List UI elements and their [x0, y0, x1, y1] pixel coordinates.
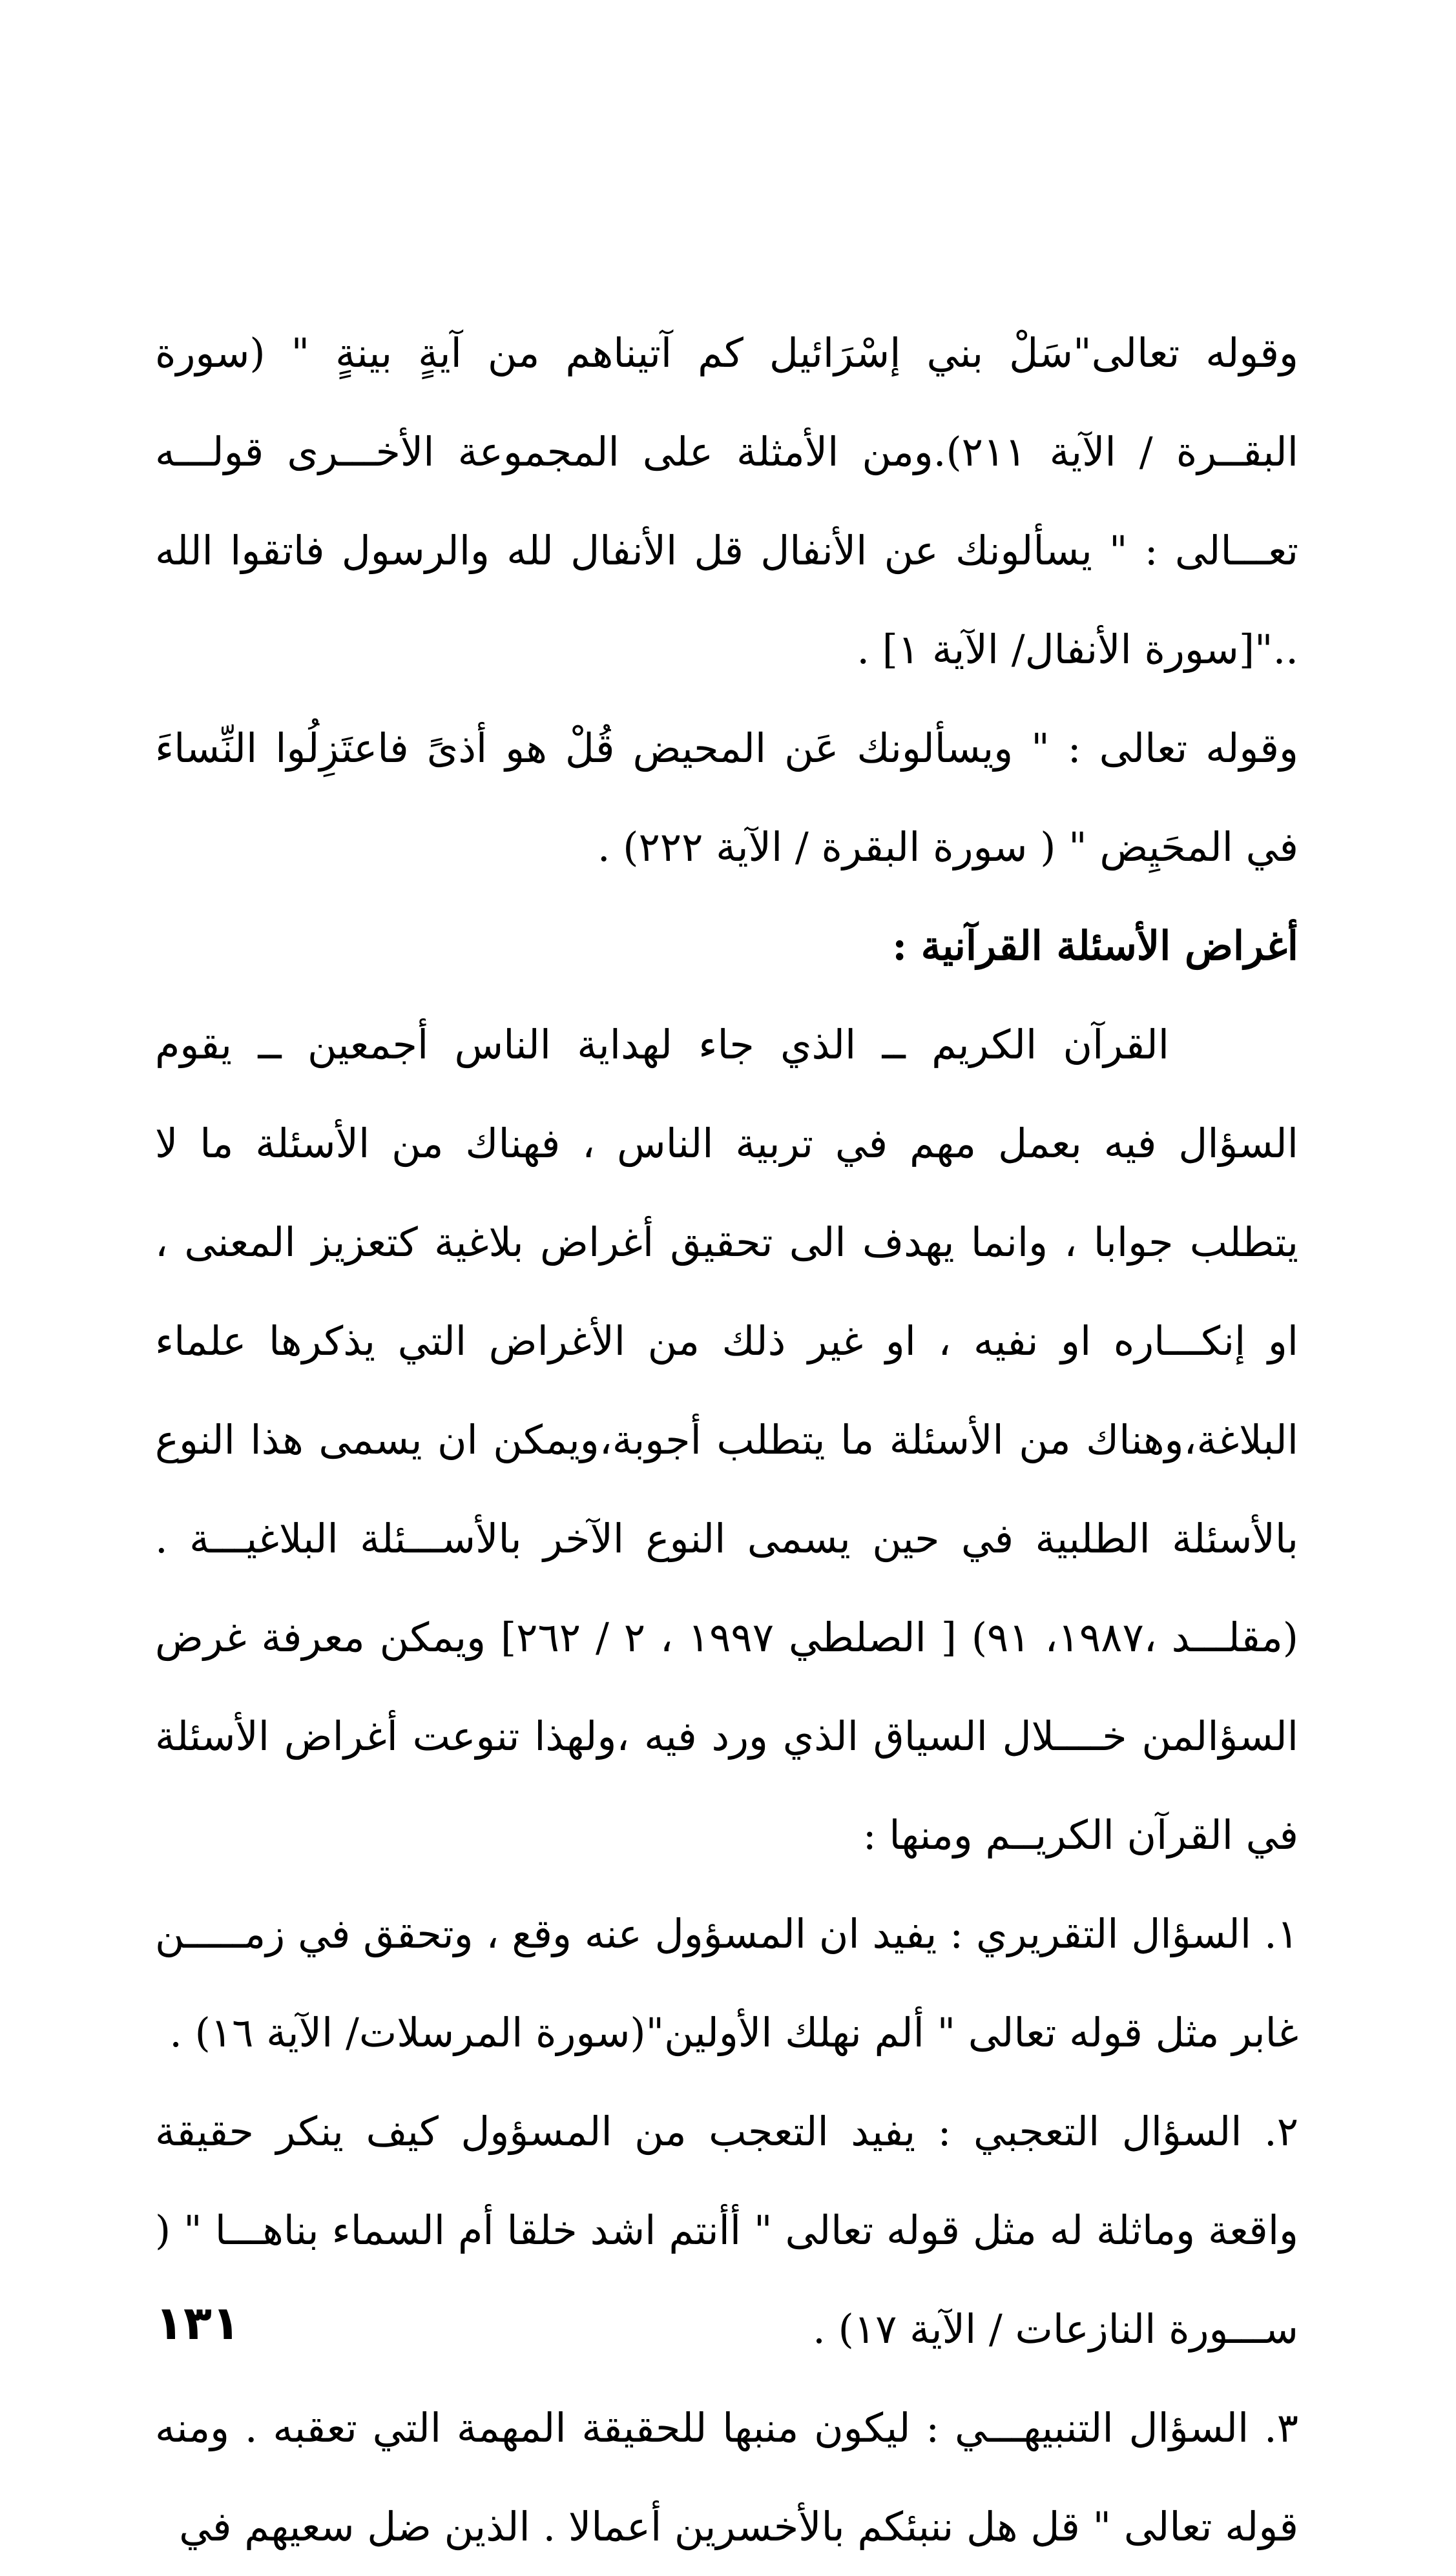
paragraph-menstruation-verse: وقوله تعالى : " ويسألونك عَن المحيض قُلْ هو أذىً فاعتَزِلُوا النِّساءَ في المحَيِض " ( سورة البقرة / الآية ٢٢٢) .: [155, 725, 1298, 871]
list-item-alerting-question: ٣. السؤال التنبيهـــي : ليكون منبها للحقيقة المهمة التي تعقبه . ومنه قوله تعالى " قل هل ننبئكم بالأخسرين أعمالا . الذين ضل سعيهم في: [155, 2404, 1298, 2550]
body-text: [155, 304, 1298, 2576]
paragraph-purposes-intro: القرآن الكريم ــ الذي جاء لهداية الناس أجمعين ــ يقوم السؤال فيه بعمل مهم في تربية الناس ، فهناك من الأسئلة ما لا يتطلب جوابا ، وانما يهدف الى تحقيق أغراض بلاغية كتعزيز المعنى ، او إنكـــاره او نفيه ، او غير ذلك من الأغراض التي يذكرها علماء البلاغة،وهناك من الأسئلة ما يتطلب أجوبة،ويمكن ان يسمى هذا النوع بالأسئلة الطلبية في حين يسمى النوع الآخر بالأســـئلة البلاغيـــة . (مقلـــد ،١٩٨٧، ٩١) [ الصلطي ١٩٩٧ ، ٢ / ٢٦٢] ويمكن معرفة غرض السؤالمن خــــلال السياق الذي ورد فيه ،ولهذا تنوعت أغراض الأسئلة في القرآن الكريــم ومنها :: [155, 1021, 1298, 1859]
list-item-affirmative-question: ١. السؤال التقريري : يفيد ان المسؤول عنه وقع ، وتحقق في زمـــــن غابر مثل قوله تعالى " ألم نهلك الأولين"(سورة المرسلات/ الآية ١٦) .: [155, 1910, 1298, 2056]
page-number: ١٣١: [155, 2296, 240, 2350]
paragraph-quran-examples: وقوله تعالى"سَلْ بني إسْرَائيل كم آتيناهم من آيةٍ بينةٍ " (سورة البقــرة / الآية ٢١١).ومن الأمثلة على المجموعة الأخـــرى قولـــه تعـــالى : " يسألونك عن الأنفال قل الأنفال لله والرسول فاتقوا الله .."[سورة الأنفال/ الآية ١] .: [155, 329, 1298, 673]
section-heading: أغراض الأسئلة القرآنية :: [892, 922, 1298, 969]
list-item-exclamatory-question: ٢. السؤال التعجبي : يفيد التعجب من المسؤول كيف ينكر حقيقة واقعة وماثلة له مثل قوله تعالى " أأنتم اشد خلقا أم السماء بناهـــا " ( ســـورة النازعات / الآية ١٧) .: [155, 2108, 1298, 2353]
